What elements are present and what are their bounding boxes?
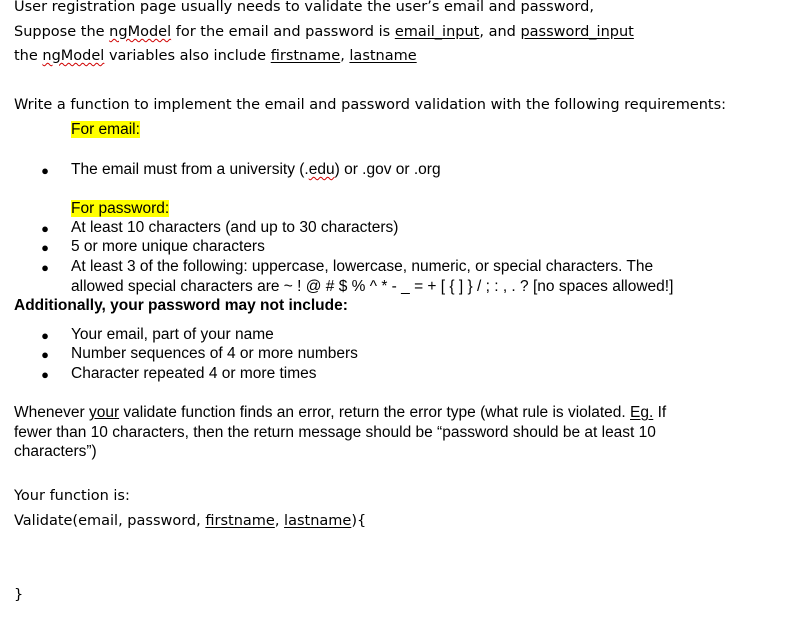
error-note-line-3: characters”) xyxy=(14,443,97,460)
exclusion-item: Number sequences of 4 or more numbers xyxy=(71,345,358,362)
email-rule: The email must from a university (.edu) or .gov or .org xyxy=(71,161,441,178)
bullet-icon: ● xyxy=(41,367,49,382)
closing-brace: } xyxy=(14,587,24,603)
password-rule-classes: At least 3 of the following: uppercase, lowercase, numeric, or special characters. The xyxy=(71,258,654,275)
password-rule-special-chars: allowed special characters are ~ ! @ # $ % ^ * - _ = + [ { ] } / ; : , . ? [no spaces allowed!] xyxy=(71,278,674,295)
task-statement: Write a function to implement the email and password validation with the following requirements: xyxy=(14,97,727,113)
password-rule-unique: 5 or more unique characters xyxy=(71,238,265,255)
password-rule-length: At least 10 characters (and up to 30 characters) xyxy=(71,219,399,236)
function-signature: Validate(email, password, firstname, lastname){ xyxy=(14,513,367,529)
error-note-line-1: Whenever your validate function finds an error, return the error type (what rule is violated. Eg. If xyxy=(14,404,667,421)
function-label: Your function is: xyxy=(14,488,130,504)
exclusion-item: Your email, part of your name xyxy=(71,326,274,343)
bullet-icon: ● xyxy=(41,328,49,343)
bullet-icon: ● xyxy=(41,163,49,178)
bullet-icon: ● xyxy=(41,347,49,362)
firstname-variable: firstname xyxy=(270,48,341,64)
ngmodel-term: ngModel xyxy=(109,24,172,40)
exclusions-heading: Additionally, your password may not include: xyxy=(14,297,348,314)
intro-line-1: User registration page usually needs to validate the user’s email and password, xyxy=(14,0,594,15)
email-heading: For email: xyxy=(71,121,140,138)
bullet-icon: ● xyxy=(41,260,49,275)
bullet-icon: ● xyxy=(41,221,49,236)
exclusion-item: Character repeated 4 or more times xyxy=(71,365,317,382)
intro-line-3: the ngModel variables also include firstname, lastname xyxy=(14,48,417,64)
bullet-icon: ● xyxy=(41,240,49,255)
lastname-variable: lastname xyxy=(349,48,417,64)
password-heading: For password: xyxy=(71,200,170,217)
email-input-variable: email_input xyxy=(394,24,480,40)
error-note-line-2: fewer than 10 characters, then the return message should be “password should be at least 10 xyxy=(14,424,656,441)
intro-line-2: Suppose the ngModel for the email and password is email_input, and password_input xyxy=(14,24,634,40)
ngmodel-term: ngModel xyxy=(42,48,105,64)
password-input-variable: password_input xyxy=(520,24,634,40)
